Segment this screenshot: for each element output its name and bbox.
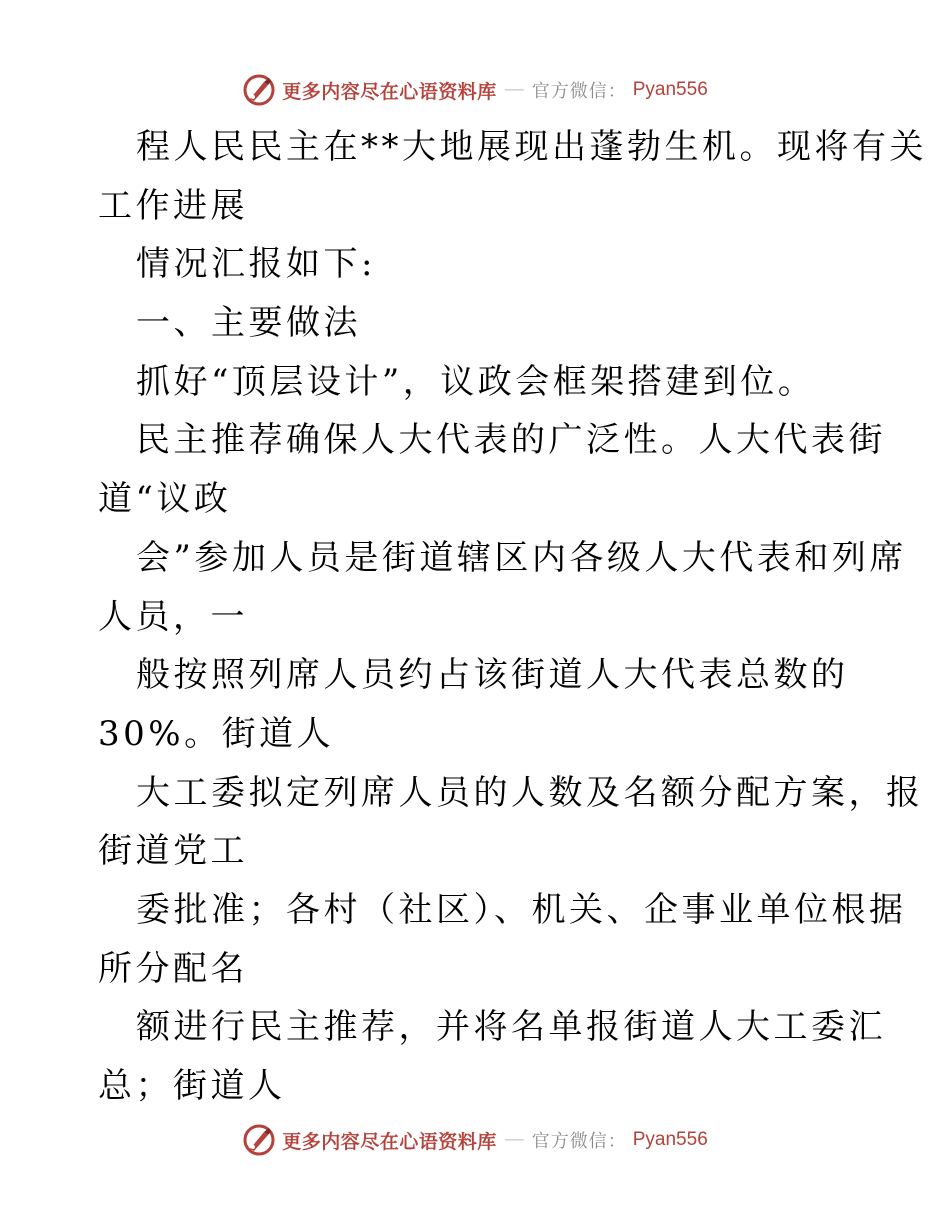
quill-logo-icon <box>242 73 276 107</box>
body-line: 工作进展 <box>98 185 248 226</box>
body-line: 总；街道人 <box>98 1066 286 1106</box>
banner-separator: — <box>504 1129 524 1150</box>
body-line: 民主推荐确保人大代表的广泛性。人大代表街 <box>136 420 886 461</box>
section-heading: 一、主要做法 <box>136 303 361 344</box>
body-line: 程人民民主在**大地展现出蓬勃生机。现将有关 <box>136 127 927 167</box>
banner-brand-text: 更多内容尽在心语资料库 <box>282 80 497 103</box>
header-banner <box>0 70 950 110</box>
body-line: 道“议政 <box>98 479 232 520</box>
body-line: 30%。街道人 <box>98 713 335 754</box>
quill-logo-icon <box>242 1123 276 1157</box>
body-line: 般按照列席人员约占该街道人大代表总数的 <box>136 655 849 696</box>
body-line: 大工委拟定列席人员的人数及名额分配方案，报 <box>136 772 924 813</box>
body-line: 抓好“顶层设计”，议政会框架搭建到位。 <box>136 361 816 402</box>
banner-wechat-id: Pyan556 <box>632 1129 708 1150</box>
footer-banner <box>0 1120 950 1160</box>
body-line: 额进行民主推荐，并将名单报街道人大工委汇 <box>136 1007 886 1048</box>
body-line: 所分配名 <box>98 948 248 989</box>
banner-official-label: 官方微信： <box>531 1131 627 1152</box>
banner-separator: — <box>504 79 524 100</box>
body-line: 人员，一 <box>98 596 248 637</box>
banner-wechat-id: Pyan556 <box>632 79 708 100</box>
body-line: 会”参加人员是街道辖区内各级人大代表和列席 <box>136 537 907 578</box>
body-line: 委批准；各村（社区）、机关、企事业单位根据 <box>136 889 907 930</box>
body-line: 街道党工 <box>98 831 248 872</box>
banner-brand-text: 更多内容尽在心语资料库 <box>282 1130 497 1153</box>
body-line: 情况汇报如下: <box>136 244 376 285</box>
document-body <box>98 118 927 1116</box>
banner-official-label: 官方微信： <box>531 81 627 102</box>
